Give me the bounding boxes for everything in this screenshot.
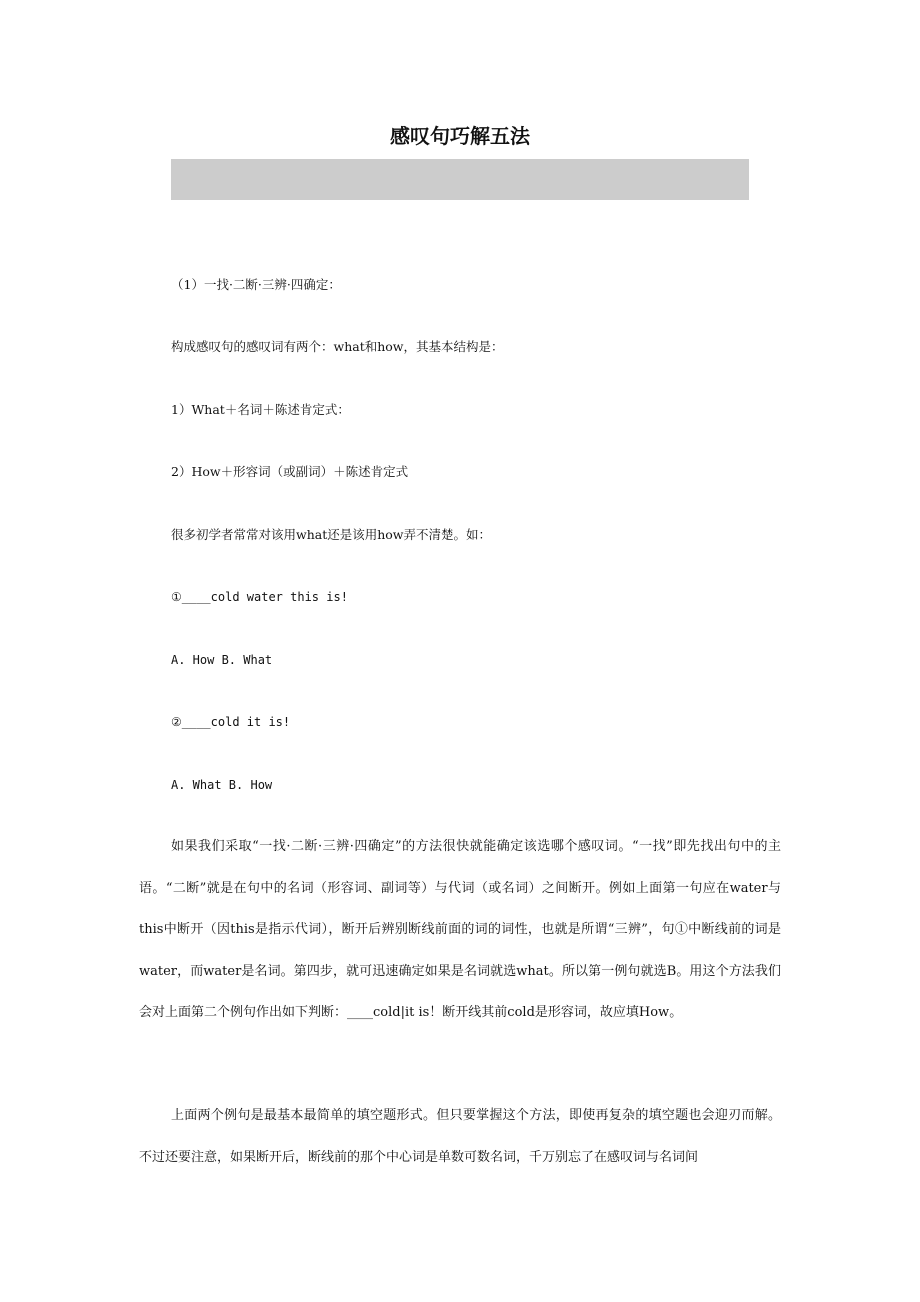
example-2-options: A. What B. How [171,778,273,792]
example-1-options: A. How B. What [171,653,273,667]
intro-line: 构成感叹句的感叹词有两个：what和how，其基本结构是： [171,339,504,354]
structure-what-line: 1）What＋名词＋陈述肯定式： [171,402,350,417]
explanation-paragraph: 如果我们采取“一找·二断·三辨·四确定”的方法很快就能确定该选哪个感叹词。“一找”即先找出句中的主语。“二断”就是在句中的名词（形容词、副词等）与代词（或名词）之间断开。例如上面第一句应在water与this中断开（因this是指示代词），断开后辨别断线前面的词的词性，也就是所谓“三辨”，句①中断线前的词是water，而water是名词。第四步，就可迅速确定如果是名词就选what。所以第一例句就选B。用这个方法我们会对上面第二个例句作出如下判断：____cold|it is！断开线其前cold是形容词，故应填How。 [139,839,781,1020]
document-title: 感叹句巧解五法 [390,124,530,148]
example-2: ②____cold it is! [171,715,291,729]
structure-how-line: 2）How＋形容词（或副词）＋陈述肯定式 [171,464,409,479]
title-banner [171,159,749,200]
summary-paragraph: 上面两个例句是最基本最简单的填空题形式。但只要掌握这个方法，即使再复杂的填空题也会迎刃而解。不过还要注意，如果断开后，断线前的那个中心词是单数可数名词，千万别忘了在感叹词与名词间 [139,1108,781,1165]
confusion-line: 很多初学者常常对该用what还是该用how弄不清楚。如： [171,527,492,542]
method-heading: （1）一找·二断·三辨·四确定： [171,277,341,292]
example-1: ①____cold water this is! [171,590,348,604]
